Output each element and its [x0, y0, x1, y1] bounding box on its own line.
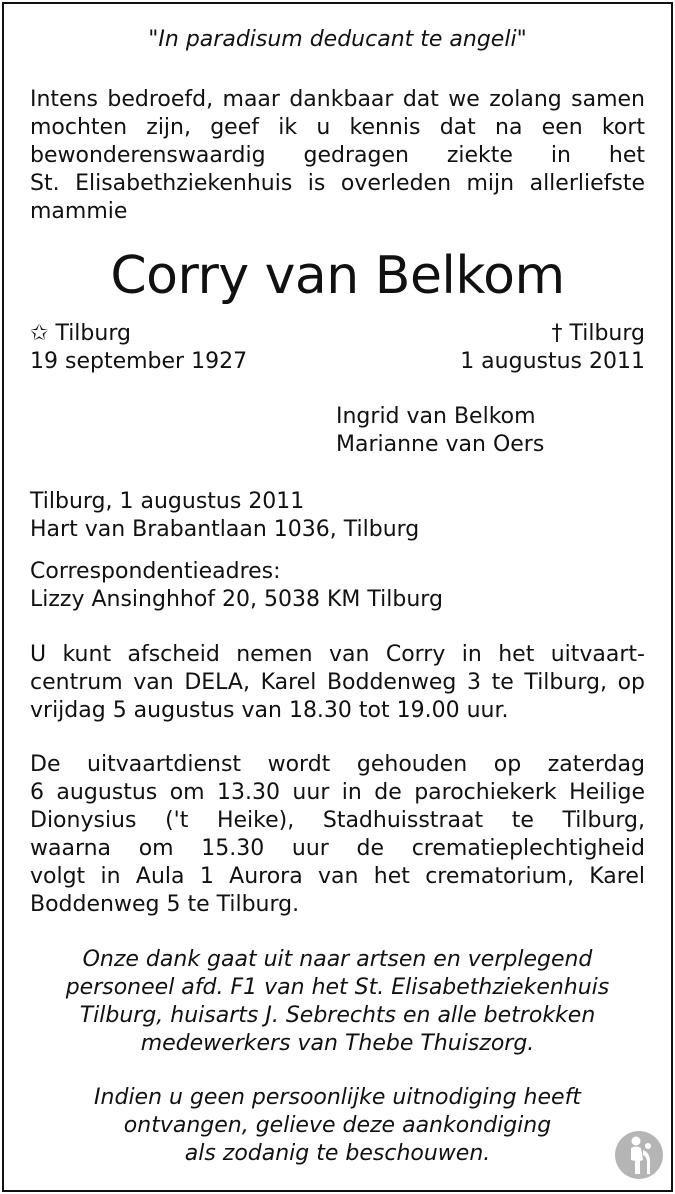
birth-place: Tilburg — [55, 321, 131, 346]
signers — [336, 403, 544, 459]
notice-line: ontvangen, gelieve deze aankondiging — [123, 1113, 552, 1138]
thanks-line: Tilburg, huisarts J. Sebrechts en alle betrokken — [79, 1003, 596, 1028]
service-line: waarna om 15.30 uur de crematieplechtigheid — [30, 836, 645, 861]
service-paragraph — [30, 751, 645, 919]
intro-line: mochten zijn, geef ik u kennis dat na een kort — [30, 115, 645, 140]
service-line: Dionysius ('t Heike), Stadhuisstraat te Tilburg, — [30, 808, 645, 833]
service-line: De uitvaartdienst wordt gehouden op zaterdag — [30, 752, 645, 777]
intro-line: St. Elisabethziekenhuis is overleden mijn allerliefste — [30, 171, 645, 196]
farewell-line: U kunt afscheid nemen van Corry in het uitvaart- — [30, 642, 645, 667]
notice-line: als zodanig te beschouwen. — [184, 1141, 491, 1166]
thanks-line: Onze dank gaat uit naar artsen en verplegend — [82, 947, 593, 972]
thanks-line: personeel afd. F1 van het St. Elisabethziekenhuis — [65, 975, 610, 1000]
birth-date: 19 september 1927 — [30, 349, 248, 374]
star-icon: ✩ — [30, 321, 49, 346]
death-info — [460, 320, 645, 376]
farewell-line: centrum van DELA, Karel Boddenweg 3 te Tilburg, op — [30, 670, 645, 695]
cross-icon: † — [551, 321, 563, 346]
notice-line: Indien u geen persoonlijke uitnodiging heeft — [94, 1085, 581, 1110]
service-line: 6 augustus om 13.30 uur in de parochiekerk Heilige — [30, 780, 645, 805]
place-and-address — [30, 488, 419, 544]
motto: "In paradisum deducant te angeli" — [148, 27, 527, 52]
service-line: Boddenweg 5 te Tilburg. — [30, 892, 300, 917]
intro-line: bewonderenswaardig gedragen ziekte in het — [30, 143, 645, 168]
death-date: 1 augustus 2011 — [460, 349, 645, 374]
thanks-line: medewerkers van Thebe Thuiszorg. — [140, 1031, 535, 1056]
farewell-line: vrijdag 5 augustus van 18.30 tot 19.00 uur. — [30, 698, 509, 723]
correspondence-label: Correspondentieadres: — [30, 559, 281, 584]
signer-name: Marianne van Oers — [336, 432, 545, 457]
farewell-paragraph — [30, 641, 645, 725]
service-line: volgt in Aula 1 Aurora van het crematorium, Karel — [30, 864, 645, 889]
correspondence-address: Lizzy Ansinghhof 20, 5038 KM Tilburg — [30, 587, 443, 612]
intro-line: Intens bedroefd, maar dankbaar dat we zolang samen — [30, 87, 645, 112]
death-place: Tilburg — [569, 321, 645, 346]
intro-line: mammie — [30, 199, 128, 224]
correspondence — [30, 558, 443, 614]
birth-info — [30, 320, 247, 376]
announcement-frame — [2, 2, 673, 1192]
notice-paragraph — [30, 1084, 645, 1168]
figure-logo-icon — [614, 1130, 664, 1180]
place-date: Tilburg, 1 augustus 2011 — [30, 489, 305, 514]
intro-paragraph — [30, 86, 645, 226]
thanks-paragraph — [30, 946, 645, 1058]
deceased-name: Corry van Belkom — [110, 246, 565, 306]
home-address: Hart van Brabantlaan 1036, Tilburg — [30, 517, 420, 542]
signer-name: Ingrid van Belkom — [336, 404, 536, 429]
